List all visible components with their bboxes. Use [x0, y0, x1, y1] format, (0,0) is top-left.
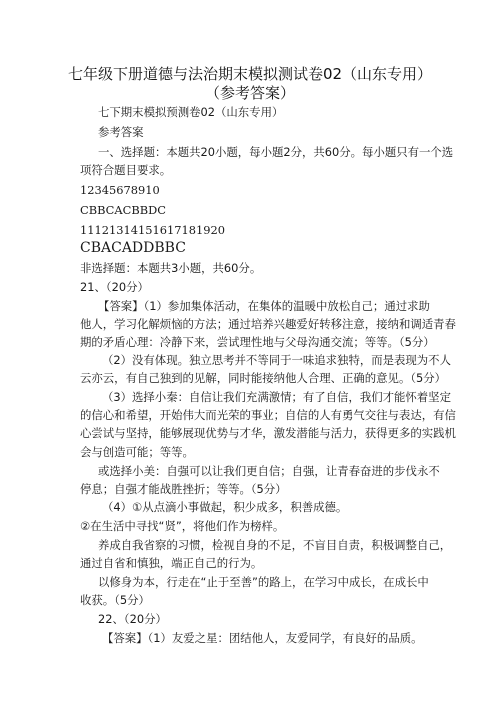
answer-line: 收获。（5分） — [80, 593, 150, 607]
answer-line: 养成自我省察的习惯，检视自身的不足，不盲目自责，积极调整自己， — [98, 538, 452, 552]
answer-line: 会与创造可能；等等。 — [80, 445, 194, 459]
non-choice-heading: 非选择题：本题共3小题，共60分。 — [80, 261, 262, 275]
answer-line: （4）①从点滴小事做起，积少成多，积善成德。 — [102, 500, 348, 514]
question-numbers-1-10: 12345678910 — [80, 183, 160, 197]
answer-line: 以修身为本，行走在“止于至善”的路上，在学习中成长，在成长中 — [98, 575, 429, 589]
reference-answer-heading: 参考答案 — [98, 125, 144, 139]
question-numbers-11-20: 11121314151617181920 — [80, 223, 225, 237]
answers-1-10: CBBCACBBDC — [80, 203, 166, 217]
answer-line: （3）选择小秦：自信让我们充满激情；有了自信，我们才能怀着坚定 — [102, 390, 451, 404]
answer-line: 或选择小美：自强可以让我们更自信；自强，让青春奋进的步伐永不 — [98, 464, 440, 478]
question-22-heading: 22、（20分） — [98, 612, 167, 626]
document-title: 七年级下册道德与法治期末模拟测试卷02（山东专用） — [67, 65, 433, 83]
section-one-heading: 一、选择题：本题共20小题，每小题2分，共60分。每小题只有一个选 — [98, 145, 454, 159]
answer-line: 他人，学习化解烦恼的方法；通过培养兴趣爱好转移注意，接纳和调适青春 — [80, 317, 456, 331]
answer-line: 期的矛盾心理：冷静下来，尝试理性地与父母沟通交流；等等。（5分） — [80, 335, 435, 349]
answer-line: 【答案】（1）参加集体活动，在集体的温暖中放松自己；通过求助 — [98, 299, 430, 313]
answer-line: 通过自省和慎独，端正自己的行为。 — [80, 556, 263, 570]
section-one-heading-cont: 项符合题目要求。 — [80, 163, 172, 177]
answer-line: 【答案】（1）友爱之星：团结他人，友爱同学，有良好的品质。 — [102, 631, 423, 645]
question-21-heading: 21、（20分） — [80, 280, 149, 294]
answer-line: 停息；自强才能战胜挫折；等等。（5分） — [80, 482, 287, 496]
answer-line: ②在生活中寻找“贤”，将他们作为榜样。 — [80, 519, 285, 533]
document-subtitle: （参考答案） — [204, 84, 295, 102]
answer-line: （2）没有体现。独立思考并不等同于一味追求独特，而是表现为不人 — [102, 353, 451, 367]
answers-11-20: CBACADDBBC — [80, 240, 186, 256]
answer-line: 的信心和希望，开始伟大而光荣的事业；自信的人有勇气交往与表达，有信 — [80, 408, 456, 422]
exam-name-line: 七下期末模拟预测卷02（山东专用） — [98, 105, 284, 119]
answer-line: 心尝试与坚持，能够展现优势与才华，激发潜能与活力，获得更多的实践机 — [80, 426, 456, 440]
answer-line: 云亦云，有自己独到的见解，同时能接纳他人合理、正确的意见。（5分） — [80, 371, 447, 385]
